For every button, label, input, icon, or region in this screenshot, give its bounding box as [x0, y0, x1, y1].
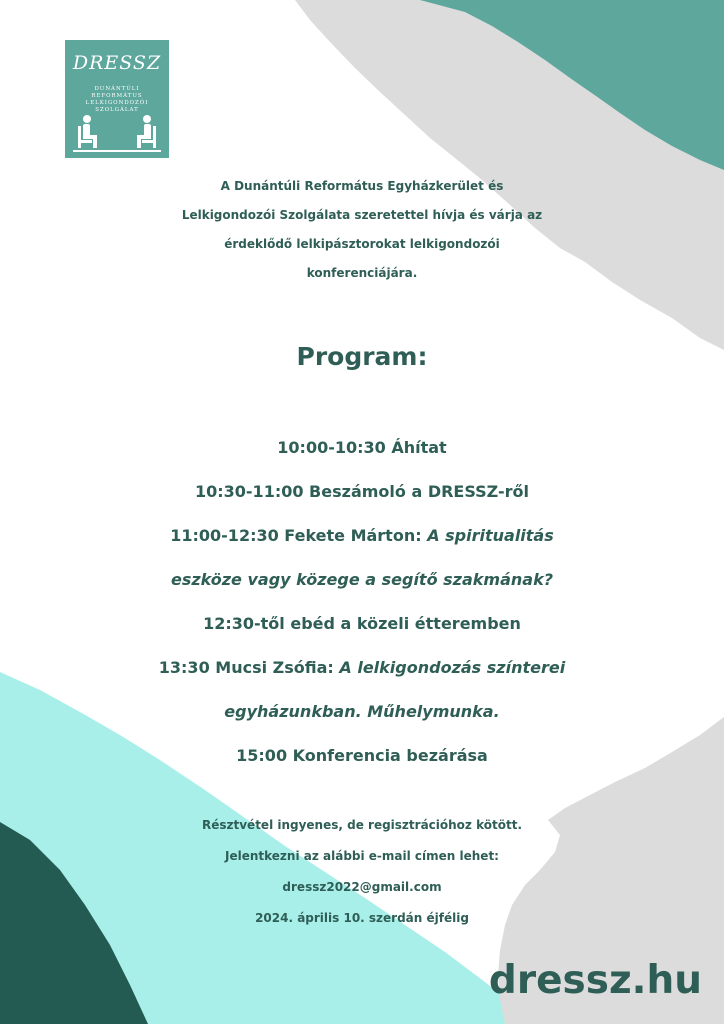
schedule-line — [0, 690, 724, 734]
schedule-title-italic: A lelkigondozás színterei — [339, 658, 566, 677]
schedule-title-italic: A spiritualitás — [427, 526, 554, 545]
schedule-time-text: 12:30-től ebéd a közeli étteremben — [203, 614, 521, 633]
schedule-line — [0, 470, 724, 514]
registration-line: Résztvétel ingyenes, de regisztrációhoz kötött. — [201, 818, 522, 832]
schedule-time-text: 10:30-11:00 Beszámoló a DRESSZ-ről — [194, 482, 529, 501]
schedule-time-text: 15:00 Konferencia bezárása — [236, 746, 488, 765]
invitation-line: A Dunántúli Református Egyházkerület és — [220, 179, 504, 193]
schedule-title-italic: egyházunkban. Műhelymunka. — [224, 702, 500, 721]
two-seated-people-icon — [73, 112, 161, 156]
invitation-line: Lelkigondozói Szolgálata szeretettel hívja és várja az — [181, 208, 543, 222]
invitation-line: érdeklődő lelkipásztorokat lelkigondozói — [224, 237, 500, 251]
logo-subtitle-line: REFORMÁTUS — [91, 93, 143, 99]
schedule-line — [0, 558, 724, 602]
schedule-line — [0, 646, 724, 690]
invitation-line: konferenciájára. — [306, 266, 418, 280]
schedule-time-text: 10:00-10:30 Áhítat — [277, 438, 447, 457]
dressz-logo — [65, 40, 169, 158]
registration-info — [0, 810, 724, 934]
logo-subtitle-line: DUNÁNTÚLI — [94, 86, 140, 92]
logo-subtitle — [79, 86, 155, 114]
logo-title: DRESSZ — [72, 52, 162, 74]
schedule-line — [0, 514, 724, 558]
schedule-line — [0, 734, 724, 778]
deadline-line: 2024. április 10. szerdán éjfélig — [255, 911, 469, 925]
schedule-time-text: 11:00-12:30 Fekete Márton: — [170, 526, 428, 545]
schedule-line — [0, 602, 724, 646]
website-link[interactable]: dressz.hu — [488, 958, 702, 1003]
logo-subtitle-line: SZOLGÁLAT — [95, 107, 139, 113]
invitation-text — [0, 172, 724, 288]
schedule-line — [0, 426, 724, 470]
schedule-title-italic: eszköze vagy közege a segítő szakmának? — [170, 570, 553, 589]
logo-subtitle-line: LELKIGONDOZÓI — [85, 100, 149, 106]
schedule-time-text: 13:30 Mucsi Zsófia: — [158, 658, 340, 677]
registration-line: Jelentkezni az alábbi e-mail címen lehet: — [225, 849, 499, 863]
program-schedule — [0, 426, 724, 778]
program-heading: Program: — [296, 342, 428, 371]
email-link[interactable]: dressz2022@gmail.com — [282, 880, 442, 894]
